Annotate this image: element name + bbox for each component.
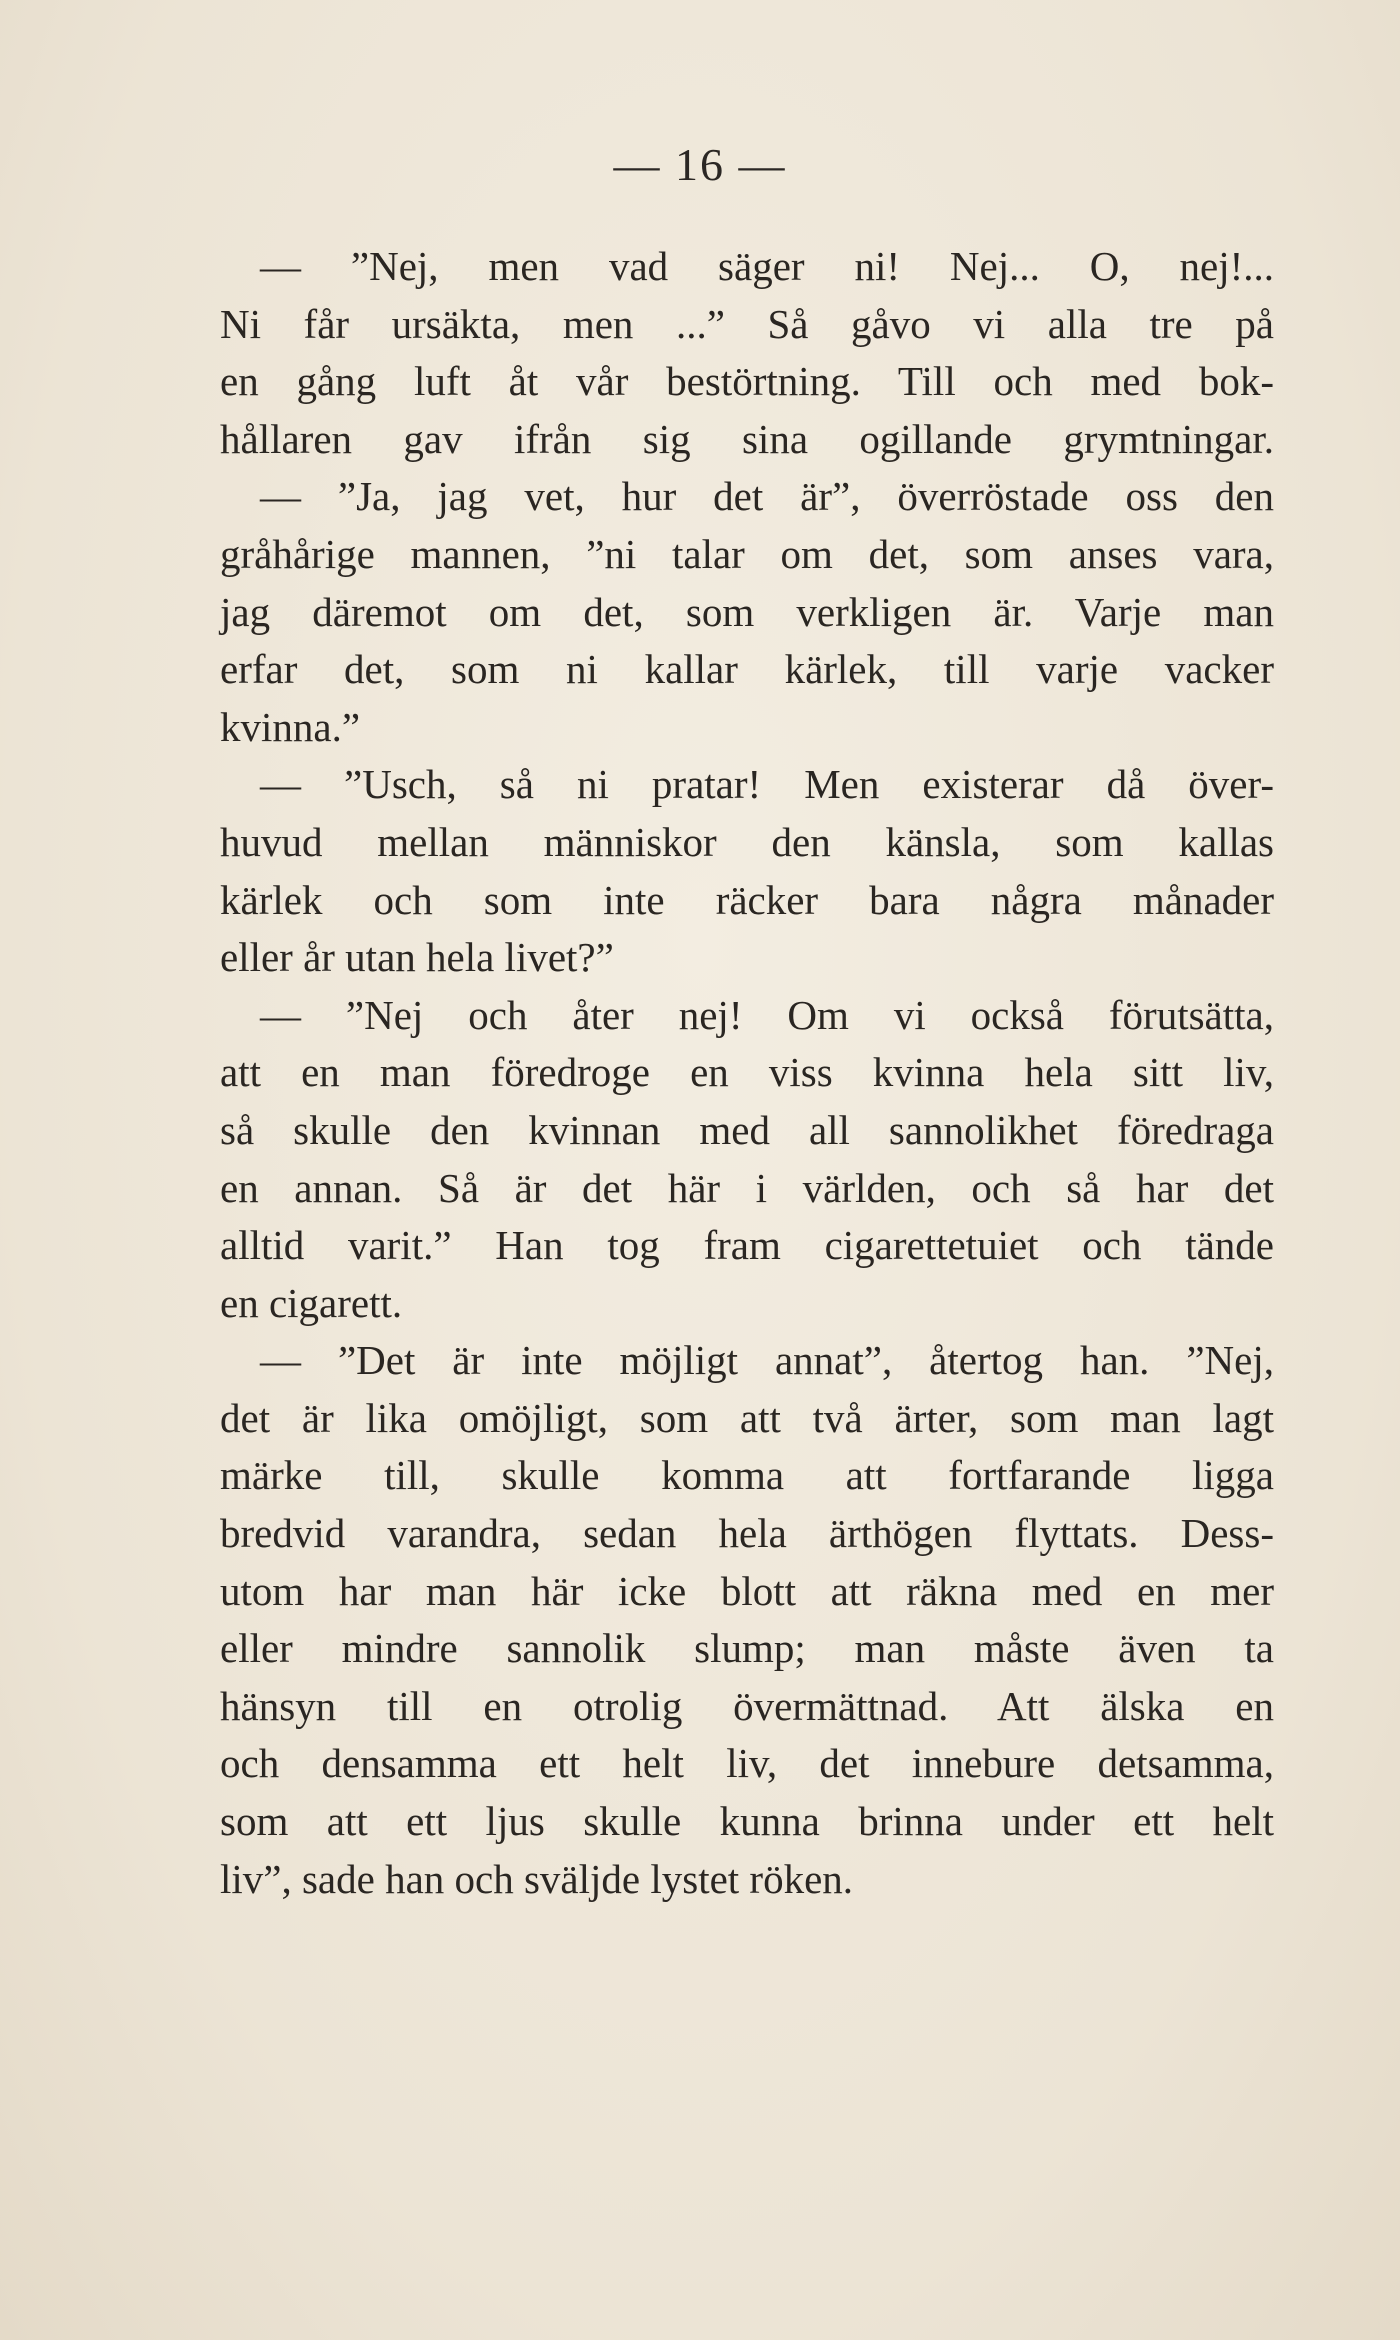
- text-line: bredvid varandra, sedan hela ärthögen flyttats. Dess-: [220, 1510, 1274, 1557]
- text-line: alltid varit.” Han tog fram cigarettetuiet och tände: [220, 1222, 1274, 1269]
- text-line: — ”Det är inte möjligt annat”, återtog han. ”Nej,: [260, 1337, 1274, 1384]
- text-line: en annan. Så är det här i världen, och så har det: [220, 1164, 1274, 1211]
- text-line: huvud mellan människor den känsla, som kallas: [220, 818, 1274, 865]
- text-line: märke till, skulle komma att fortfarande ligga: [220, 1452, 1274, 1499]
- text-line: och densamma ett helt liv, det innebure detsamma,: [220, 1740, 1274, 1787]
- text-line: kärlek och som inte räcker bara några månader: [220, 876, 1274, 923]
- text-line: — ”Ja, jag vet, hur det är”, överröstade oss den: [260, 473, 1274, 520]
- text-line: hänsyn till en otrolig övermättnad. Att älska en: [220, 1682, 1274, 1729]
- text-line: — ”Usch, så ni pratar! Men existerar då över-: [260, 761, 1274, 808]
- text-line: kvinna.”: [220, 703, 361, 750]
- text-line: som att ett ljus skulle kunna brinna under ett helt: [220, 1798, 1274, 1845]
- text-line: liv”, sade han och sväljde lystet röken.: [220, 1855, 854, 1902]
- text-line: — ”Nej, men vad säger ni! Nej... O, nej!...: [260, 243, 1274, 289]
- text-line: eller mindre sannolik slump; man måste även ta: [220, 1625, 1274, 1672]
- text-line: — ”Nej och åter nej! Om vi också förutsätta,: [260, 991, 1274, 1038]
- text-line: så skulle den kvinnan med all sannolikhet föredraga: [220, 1106, 1274, 1153]
- text-line: erfar det, som ni kallar kärlek, till varje vacker: [220, 646, 1274, 693]
- text-line: gråhårige mannen, ”ni talar om det, som anses vara,: [220, 530, 1274, 577]
- text-line: hållaren gav ifrån sig sina ogillande grymtningar.: [220, 415, 1274, 462]
- text-line: jag däremot om det, som verkligen är. Varje man: [220, 588, 1274, 635]
- text-line: Ni får ursäkta, men ...” Så gåvo vi alla tre på: [220, 300, 1274, 347]
- text-line: det är lika omöjligt, som att två ärter, som man lagt: [220, 1394, 1274, 1441]
- text-line: en gång luft åt vår bestörtning. Till och med bok-: [220, 358, 1274, 405]
- text-line: en cigarett.: [220, 1279, 403, 1326]
- text-line: utom har man här icke blott att räkna med en mer: [220, 1567, 1274, 1614]
- page-number: — 16 —: [613, 139, 787, 190]
- text-line: eller år utan hela livet?”: [220, 934, 614, 981]
- body-text: [220, 238, 1274, 1908]
- text-line: att en man föredroge en viss kvinna hela sitt liv,: [220, 1049, 1274, 1096]
